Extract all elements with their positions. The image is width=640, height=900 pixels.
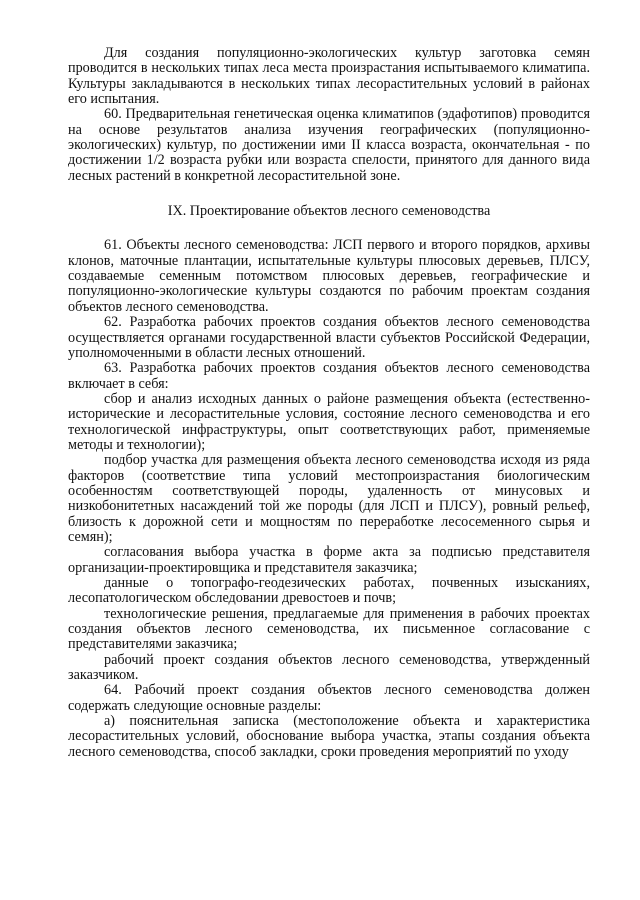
list-item-data-collection: сбор и анализ исходных данных о районе размещения объекта (естественно-исторические и лесорастительные условия, состояние лесного семеноводства и его технологической инфраструктуры, опыт соответствующих работ, применяемые методы и технологии); [68, 390, 590, 453]
document-page [68, 46, 590, 760]
list-item-explanatory-note: а) пояснительная записка (местоположение объекта и характеристика лесорастительных условий, обоснование выбора участка, этапы создания объекта лесного семеноводства, способ закладки, сроки проведения мероприятий по уходу [68, 713, 590, 760]
list-item-working-project: рабочий проект создания объектов лесного семеноводства, утвержденный заказчиком. [68, 651, 590, 684]
list-item-site-selection: подбор участка для размещения объекта лесного семеноводства исходя из ряда факторов (соответствие типа условий местопроизрастания биологическим особенностям соответствующей породы, удаленность от минусовых и низкобонитетных насаждений той же породы (для ЛСП и ПЛСУ), ровный рельеф, близость к дорожной сети и мощностям по переработке лесосеменного сырья и семян); [68, 452, 590, 545]
list-item-technological-solutions: технологические решения, предлагаемые для применения в рабочих проектах создания объектов лесного семеноводства, их письменное согласование с представителями заказчика; [68, 605, 590, 653]
paragraph-62: 62. Разработка рабочих проектов создания объектов лесного семеноводства осуществляется органами государственной власти субъектов Российской Федерации, уполномоченными в области лесных отношений. [68, 314, 590, 361]
list-item-site-approval: согласования выбора участка в форме акта за подписью представителя организации-проектировщика и представителя заказчика; [68, 544, 590, 576]
paragraph-64: 64. Рабочий проект создания объектов лесного семеноводства должен содержать следующие основные разделы: [68, 682, 590, 714]
list-item-survey-data: данные о топографо-геодезических работах, почвенных изысканиях, лесопатологическом обследовании древостоев и почв; [68, 575, 590, 607]
paragraph-60: 60. Предварительная генетическая оценка климатипов (эдафотипов) проводится на основе результатов анализа изучения географических (популяционно-экологических) культур, по достижении ими II класса возраста, окончательная - по достижении 1/2 возраста рубки или возраста спелости, принятого для данного вида лесных растений в конкретной лесорастительной зоне. [68, 106, 590, 184]
section-heading: IX. Проектирование объектов лесного семеноводства [167, 203, 491, 220]
paragraph-63: 63. Разработка рабочих проектов создания объектов лесного семеноводства включает в себя: [68, 360, 590, 392]
paragraph-intro: Для создания популяционно-экологических культур заготовка семян проводится в нескольких типах леса места произрастания испытываемого климатипа. Культуры закладываются в нескольких типах лесорастительных условий в районах его испытания. [68, 45, 590, 108]
paragraph-61: 61. Объекты лесного семеноводства: ЛСП первого и второго порядков, архивы клонов, маточные плантации, испытательные культуры плюсовых деревьев, ПЛСУ, создаваемые семенным потомством плюсовых деревьев, географические и популяционно-экологические культуры создаются по рабочим проектам создания объектов лесного семеноводства. [68, 237, 590, 315]
